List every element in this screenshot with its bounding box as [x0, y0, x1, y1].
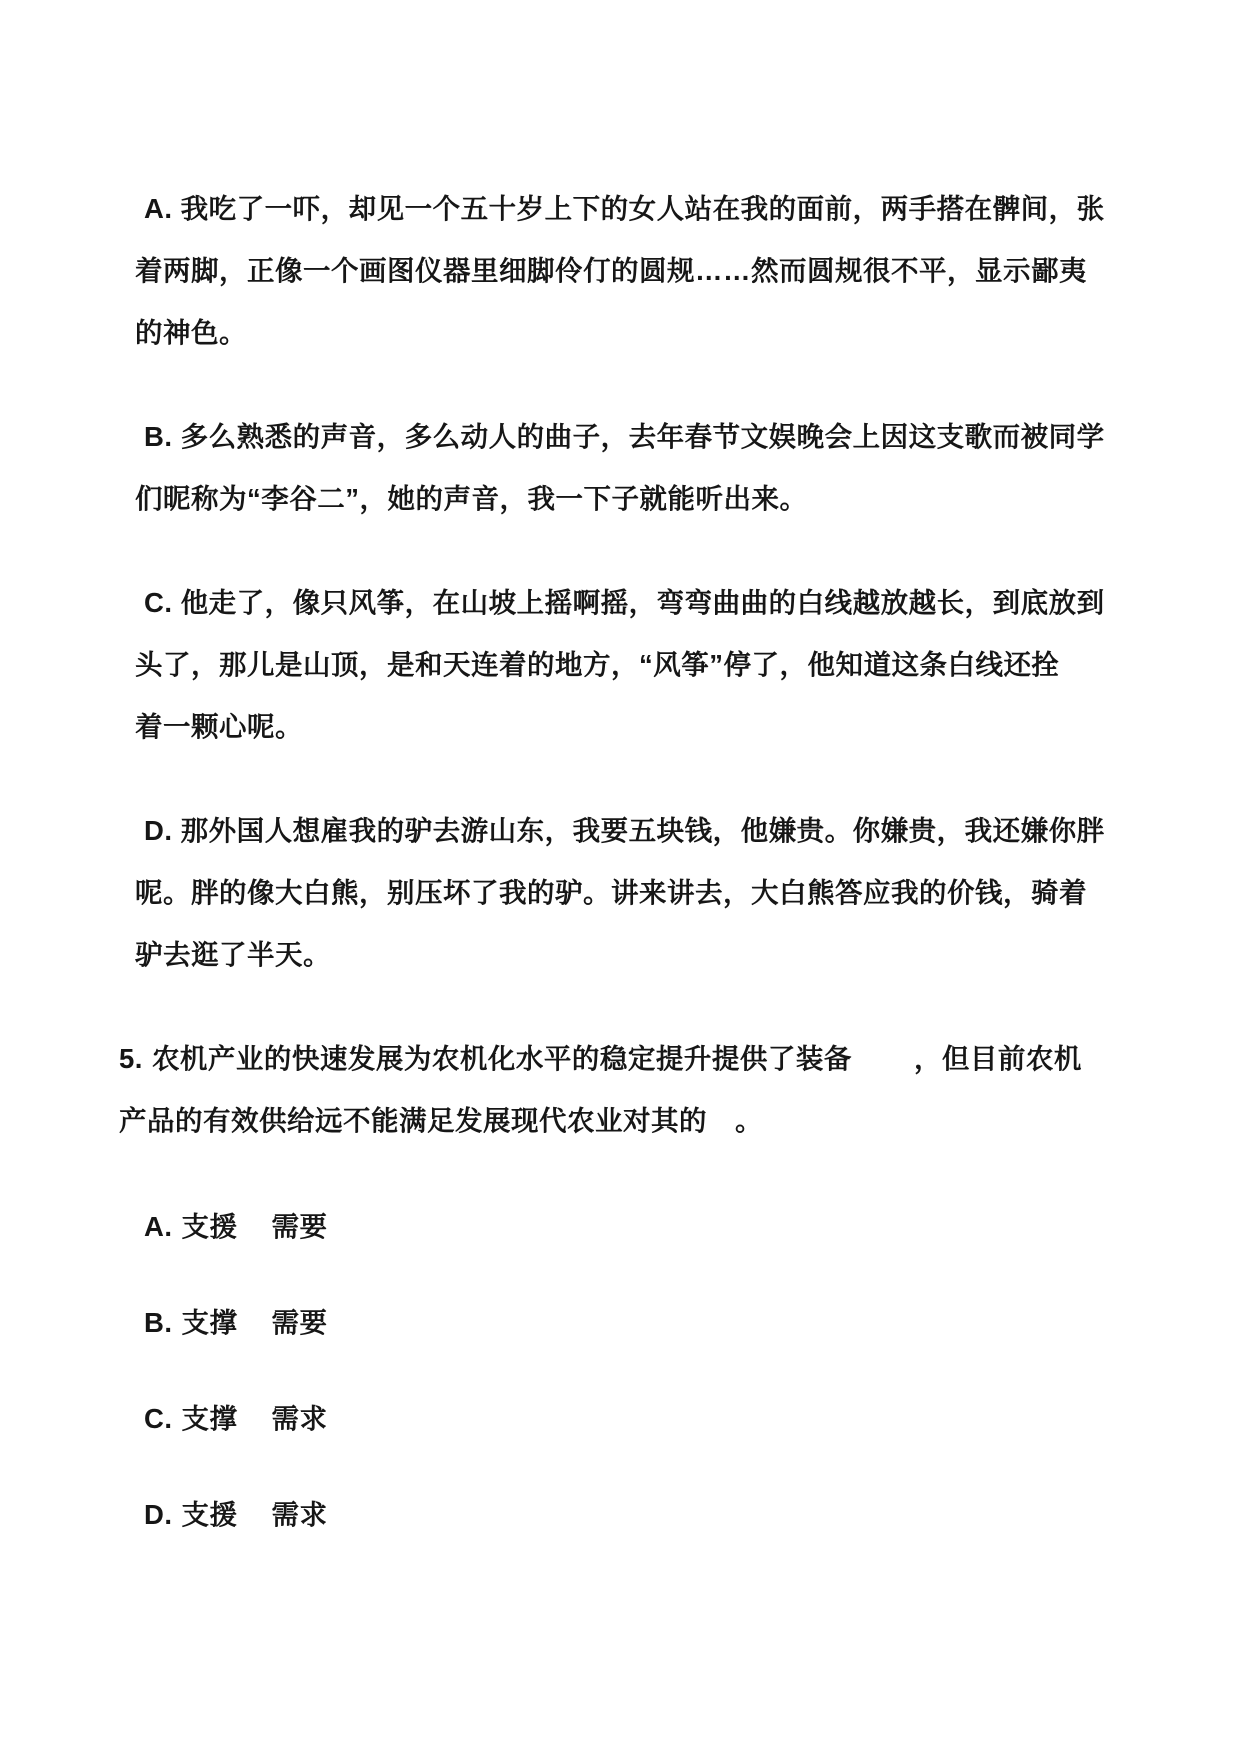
- question-5-stem-text-1: 农机产业的快速发展为农机化水平的稳定提升提供了装备: [151, 1043, 852, 1074]
- answer-option-a: [135, 1196, 1120, 1258]
- word-gap: [238, 1427, 272, 1428]
- answer-option-c-word-1: 支撑: [181, 1403, 238, 1434]
- question-5-stem-text-3: 产品的有效供给远不能满足发展现代农业对其的: [119, 1105, 707, 1136]
- answer-option-d-word-2: 需求: [271, 1499, 328, 1530]
- word-gap: [238, 1331, 272, 1332]
- passage-option-a-line-3: 的神色。: [135, 317, 247, 348]
- passage-option-a: [135, 178, 1120, 364]
- question-5-stem-line-1: [119, 1028, 1120, 1090]
- answer-option-d-label: D.: [144, 1499, 173, 1530]
- question-5-stem-text-4: 。: [735, 1105, 763, 1136]
- passage-option-a-line-1: A. 我吃了一吓，却见一个五十岁上下的女人站在我的面前，两手搭在髀间，张: [144, 193, 1105, 224]
- passage-option-b-line-1: B. 多么熟悉的声音，多么动人的曲子，去年春节文娱晚会上因这支歌而被同学: [144, 421, 1105, 452]
- question-5-stem-line-2: [119, 1090, 1120, 1152]
- passage-option-a-line-2: 着两脚，正像一个画图仪器里细脚伶仃的圆规……然而圆规很不平，显示鄙夷: [135, 255, 1087, 286]
- fill-in-blank: [852, 1067, 914, 1068]
- passage-option-d: [135, 800, 1120, 986]
- answer-option-c: [135, 1388, 1120, 1450]
- passage-option-d-line-3: 驴去逛了半天。: [135, 939, 331, 970]
- word-gap: [238, 1523, 272, 1524]
- passage-option-d-line-1: D. 那外国人想雇我的驴去游山东，我要五块钱，他嫌贵。你嫌贵，我还嫌你胖: [144, 815, 1105, 846]
- passage-option-d-line-2: 呢。胖的像大白熊，别压坏了我的驴。讲来讲去，大白熊答应我的价钱，骑着: [135, 877, 1087, 908]
- answer-option-d-word-1: 支援: [181, 1499, 238, 1530]
- answer-option-c-label: C.: [144, 1403, 173, 1434]
- passage-option-c-line-1: C. 他走了，像只风筝，在山坡上摇啊摇，弯弯曲曲的白线越放越长，到底放到: [144, 587, 1105, 618]
- passage-option-c: [135, 572, 1120, 758]
- answer-option-b-label: B.: [144, 1307, 173, 1338]
- answer-option-a-word-1: 支援: [181, 1211, 238, 1242]
- answer-option-c-word-2: 需求: [271, 1403, 328, 1434]
- passage-option-b: [135, 406, 1120, 530]
- question-5-stem: [119, 1028, 1120, 1152]
- question-number: 5.: [119, 1043, 143, 1074]
- word-gap: [238, 1235, 272, 1236]
- fill-in-blank: [707, 1129, 735, 1130]
- passage-option-c-line-2: 头了，那儿是山顶，是和天连着的地方，“风筝”停了，他知道这条白线还拴: [135, 649, 1060, 680]
- passage-option-c-line-3: 着一颗心呢。: [135, 711, 303, 742]
- answer-option-d: [135, 1484, 1120, 1546]
- answer-option-a-word-2: 需要: [271, 1211, 328, 1242]
- answer-option-b-word-2: 需要: [271, 1307, 328, 1338]
- answer-option-b-word-1: 支撑: [181, 1307, 238, 1338]
- passage-option-b-line-2: 们昵称为“李谷二”，她的声音，我一下子就能听出来。: [135, 483, 808, 514]
- question-5-stem-text-2: ，但目前农机: [913, 1043, 1082, 1074]
- answer-option-b: [135, 1292, 1120, 1354]
- answer-option-a-label: A.: [144, 1211, 173, 1242]
